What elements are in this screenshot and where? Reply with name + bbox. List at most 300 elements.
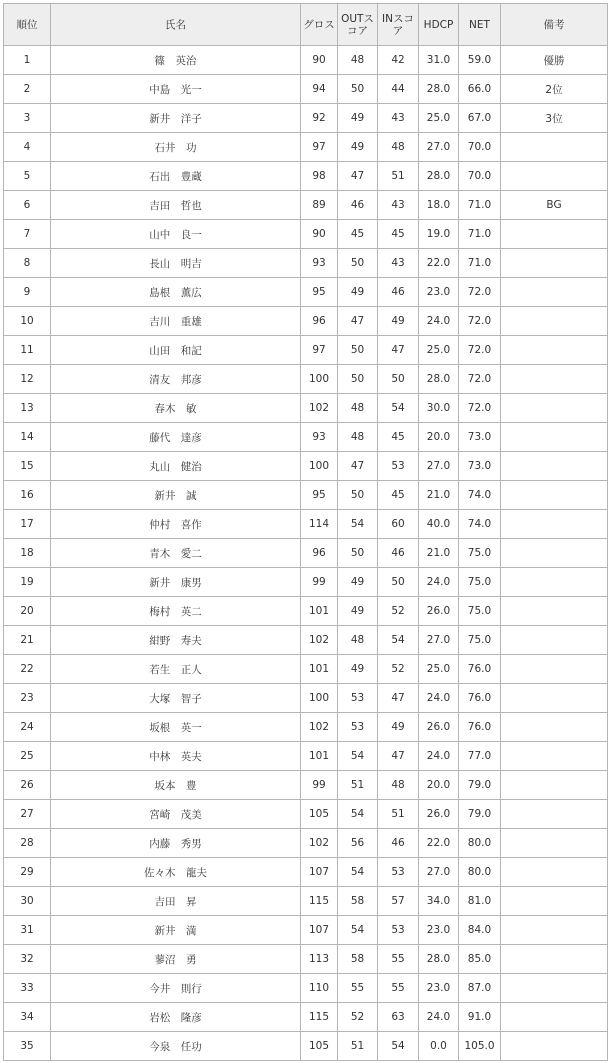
cell-name: 坂根 英一 [51,713,301,742]
cell-out-score: 50 [338,75,378,104]
cell-rank: 14 [4,423,51,452]
cell-rank: 6 [4,191,51,220]
cell-note [501,162,608,191]
cell-net: 72.0 [459,336,501,365]
cell-name: 新井 誠 [51,481,301,510]
cell-gross: 96 [301,539,338,568]
cell-hdcp: 28.0 [419,75,459,104]
cell-note: 3位 [501,104,608,133]
cell-rank: 25 [4,742,51,771]
cell-note [501,626,608,655]
cell-note [501,249,608,278]
table-row [4,104,608,133]
cell-in-score: 48 [378,771,419,800]
cell-name: 丸山 健治 [51,452,301,481]
cell-out-score: 54 [338,510,378,539]
cell-out-score: 54 [338,858,378,887]
cell-in-score: 51 [378,800,419,829]
cell-rank: 22 [4,655,51,684]
cell-net: 72.0 [459,278,501,307]
cell-out-score: 51 [338,1032,378,1061]
cell-name: 吉田 哲也 [51,191,301,220]
cell-in-score: 54 [378,626,419,655]
cell-rank: 10 [4,307,51,336]
table-row [4,1003,608,1032]
cell-in-score: 43 [378,191,419,220]
cell-rank: 24 [4,713,51,742]
cell-in-score: 54 [378,1032,419,1061]
cell-note [501,800,608,829]
cell-rank: 13 [4,394,51,423]
cell-gross: 113 [301,945,338,974]
cell-out-score: 47 [338,452,378,481]
cell-in-score: 60 [378,510,419,539]
header-rank: 順位 [4,4,51,46]
header-out-score: OUTスコア [338,4,378,46]
cell-out-score: 49 [338,133,378,162]
header-hdcp: HDCP [419,4,459,46]
cell-out-score: 50 [338,539,378,568]
header-note: 備考 [501,4,608,46]
table-row [4,481,608,510]
cell-out-score: 49 [338,568,378,597]
cell-note [501,916,608,945]
cell-name: 中林 英夫 [51,742,301,771]
cell-gross: 100 [301,684,338,713]
cell-hdcp: 22.0 [419,829,459,858]
cell-name: 青木 愛二 [51,539,301,568]
cell-out-score: 58 [338,887,378,916]
cell-in-score: 47 [378,684,419,713]
cell-note [501,742,608,771]
cell-note [501,452,608,481]
cell-rank: 18 [4,539,51,568]
cell-out-score: 48 [338,46,378,75]
cell-name: 紺野 寿夫 [51,626,301,655]
cell-net: 67.0 [459,104,501,133]
cell-name: 藤代 達彦 [51,423,301,452]
cell-note [501,829,608,858]
table-row [4,771,608,800]
cell-name: 石井 功 [51,133,301,162]
cell-net: 72.0 [459,394,501,423]
cell-net: 87.0 [459,974,501,1003]
cell-gross: 93 [301,249,338,278]
cell-in-score: 50 [378,568,419,597]
cell-hdcp: 21.0 [419,539,459,568]
cell-note [501,568,608,597]
cell-name: 蓼沼 勇 [51,945,301,974]
cell-out-score: 49 [338,597,378,626]
cell-out-score: 49 [338,104,378,133]
cell-gross: 101 [301,742,338,771]
cell-gross: 115 [301,1003,338,1032]
cell-gross: 105 [301,1032,338,1061]
cell-gross: 102 [301,829,338,858]
cell-hdcp: 25.0 [419,104,459,133]
cell-rank: 8 [4,249,51,278]
cell-rank: 30 [4,887,51,916]
cell-note [501,539,608,568]
cell-rank: 20 [4,597,51,626]
cell-in-score: 43 [378,249,419,278]
cell-in-score: 46 [378,829,419,858]
cell-gross: 97 [301,133,338,162]
table-row [4,249,608,278]
cell-gross: 95 [301,278,338,307]
cell-in-score: 55 [378,945,419,974]
cell-net: 71.0 [459,191,501,220]
cell-rank: 5 [4,162,51,191]
cell-net: 79.0 [459,800,501,829]
cell-rank: 32 [4,945,51,974]
cell-in-score: 63 [378,1003,419,1032]
cell-in-score: 49 [378,713,419,742]
cell-gross: 101 [301,655,338,684]
cell-net: 71.0 [459,249,501,278]
cell-out-score: 50 [338,336,378,365]
cell-hdcp: 0.0 [419,1032,459,1061]
cell-name: 篠 英治 [51,46,301,75]
cell-out-score: 54 [338,742,378,771]
cell-out-score: 56 [338,829,378,858]
cell-name: 吉川 重雄 [51,307,301,336]
cell-net: 75.0 [459,539,501,568]
cell-gross: 102 [301,713,338,742]
cell-note: BG [501,191,608,220]
cell-name: 梅村 英二 [51,597,301,626]
cell-name: 石出 豊蔵 [51,162,301,191]
cell-out-score: 45 [338,220,378,249]
table-row [4,945,608,974]
table-row [4,1032,608,1061]
cell-hdcp: 21.0 [419,481,459,510]
cell-net: 84.0 [459,916,501,945]
results-table [3,3,608,1061]
cell-in-score: 51 [378,162,419,191]
table-row [4,626,608,655]
cell-gross: 93 [301,423,338,452]
cell-gross: 115 [301,887,338,916]
cell-net: 77.0 [459,742,501,771]
cell-gross: 114 [301,510,338,539]
cell-net: 105.0 [459,1032,501,1061]
cell-note [501,713,608,742]
cell-hdcp: 23.0 [419,278,459,307]
table-row [4,887,608,916]
cell-name: 若生 正人 [51,655,301,684]
cell-in-score: 44 [378,75,419,104]
cell-rank: 3 [4,104,51,133]
cell-note [501,945,608,974]
cell-net: 59.0 [459,46,501,75]
cell-name: 長山 明吉 [51,249,301,278]
cell-hdcp: 26.0 [419,597,459,626]
cell-gross: 97 [301,336,338,365]
cell-name: 大塚 智子 [51,684,301,713]
cell-in-score: 46 [378,278,419,307]
cell-rank: 17 [4,510,51,539]
cell-out-score: 53 [338,684,378,713]
table-row [4,829,608,858]
cell-rank: 1 [4,46,51,75]
cell-net: 72.0 [459,365,501,394]
cell-in-score: 43 [378,104,419,133]
cell-note [501,133,608,162]
cell-note [501,684,608,713]
cell-out-score: 48 [338,423,378,452]
cell-name: 岩松 隆彦 [51,1003,301,1032]
cell-net: 79.0 [459,771,501,800]
cell-hdcp: 20.0 [419,423,459,452]
cell-name: 新井 洋子 [51,104,301,133]
cell-net: 75.0 [459,568,501,597]
cell-net: 74.0 [459,481,501,510]
cell-rank: 15 [4,452,51,481]
cell-hdcp: 27.0 [419,133,459,162]
cell-out-score: 53 [338,713,378,742]
table-row [4,655,608,684]
cell-hdcp: 30.0 [419,394,459,423]
table-row [4,974,608,1003]
cell-name: 吉田 昇 [51,887,301,916]
table-row [4,278,608,307]
cell-name: 坂本 豊 [51,771,301,800]
cell-name: 清友 邦彦 [51,365,301,394]
table-row [4,800,608,829]
cell-hdcp: 27.0 [419,626,459,655]
table-row [4,336,608,365]
cell-gross: 107 [301,858,338,887]
cell-in-score: 53 [378,916,419,945]
cell-note [501,655,608,684]
cell-name: 春木 敏 [51,394,301,423]
cell-hdcp: 28.0 [419,162,459,191]
cell-name: 島根 薫広 [51,278,301,307]
cell-name: 今井 則行 [51,974,301,1003]
cell-note [501,858,608,887]
table-row [4,713,608,742]
cell-note [501,220,608,249]
cell-hdcp: 23.0 [419,974,459,1003]
cell-name: 宮崎 茂美 [51,800,301,829]
cell-rank: 28 [4,829,51,858]
cell-note [501,423,608,452]
cell-hdcp: 40.0 [419,510,459,539]
cell-name: 内藤 秀男 [51,829,301,858]
cell-out-score: 54 [338,916,378,945]
cell-out-score: 50 [338,481,378,510]
cell-in-score: 45 [378,481,419,510]
cell-out-score: 50 [338,249,378,278]
cell-rank: 4 [4,133,51,162]
cell-rank: 16 [4,481,51,510]
cell-in-score: 50 [378,365,419,394]
table-row [4,220,608,249]
header-net: NET [459,4,501,46]
cell-in-score: 54 [378,394,419,423]
table-row [4,191,608,220]
header-name: 氏名 [51,4,301,46]
cell-out-score: 55 [338,974,378,1003]
cell-name: 山田 和記 [51,336,301,365]
cell-net: 76.0 [459,684,501,713]
cell-name: 山中 良一 [51,220,301,249]
cell-gross: 102 [301,394,338,423]
cell-gross: 107 [301,916,338,945]
cell-gross: 105 [301,800,338,829]
cell-note [501,307,608,336]
cell-in-score: 45 [378,423,419,452]
cell-note [501,1032,608,1061]
cell-rank: 23 [4,684,51,713]
table-row [4,307,608,336]
cell-rank: 26 [4,771,51,800]
cell-hdcp: 24.0 [419,1003,459,1032]
cell-out-score: 52 [338,1003,378,1032]
cell-note [501,771,608,800]
cell-in-score: 52 [378,597,419,626]
cell-rank: 31 [4,916,51,945]
cell-hdcp: 25.0 [419,655,459,684]
cell-gross: 100 [301,365,338,394]
cell-in-score: 48 [378,133,419,162]
cell-gross: 99 [301,771,338,800]
cell-name: 新井 満 [51,916,301,945]
cell-net: 76.0 [459,655,501,684]
cell-out-score: 47 [338,307,378,336]
cell-net: 71.0 [459,220,501,249]
cell-note [501,278,608,307]
cell-hdcp: 27.0 [419,858,459,887]
cell-net: 70.0 [459,133,501,162]
cell-rank: 33 [4,974,51,1003]
table-row [4,162,608,191]
cell-rank: 11 [4,336,51,365]
header-row [4,4,608,46]
cell-hdcp: 24.0 [419,568,459,597]
cell-net: 80.0 [459,858,501,887]
cell-hdcp: 19.0 [419,220,459,249]
cell-out-score: 48 [338,626,378,655]
table-row [4,916,608,945]
cell-gross: 96 [301,307,338,336]
cell-in-score: 49 [378,307,419,336]
cell-in-score: 46 [378,539,419,568]
cell-out-score: 48 [338,394,378,423]
cell-hdcp: 26.0 [419,800,459,829]
cell-net: 66.0 [459,75,501,104]
cell-gross: 90 [301,220,338,249]
cell-hdcp: 25.0 [419,336,459,365]
cell-gross: 100 [301,452,338,481]
table-row [4,365,608,394]
cell-net: 76.0 [459,713,501,742]
cell-name: 中島 光一 [51,75,301,104]
cell-hdcp: 31.0 [419,46,459,75]
cell-gross: 101 [301,597,338,626]
cell-gross: 95 [301,481,338,510]
cell-in-score: 47 [378,742,419,771]
cell-hdcp: 28.0 [419,945,459,974]
cell-in-score: 57 [378,887,419,916]
cell-name: 佐々木 龍夫 [51,858,301,887]
cell-rank: 9 [4,278,51,307]
cell-rank: 34 [4,1003,51,1032]
cell-in-score: 53 [378,858,419,887]
table-row [4,452,608,481]
cell-out-score: 54 [338,800,378,829]
cell-rank: 12 [4,365,51,394]
cell-net: 74.0 [459,510,501,539]
cell-rank: 35 [4,1032,51,1061]
cell-out-score: 49 [338,655,378,684]
table-row [4,423,608,452]
cell-hdcp: 26.0 [419,713,459,742]
cell-gross: 110 [301,974,338,1003]
cell-name: 新井 康男 [51,568,301,597]
cell-out-score: 46 [338,191,378,220]
cell-hdcp: 22.0 [419,249,459,278]
cell-net: 91.0 [459,1003,501,1032]
table-row [4,46,608,75]
cell-hdcp: 24.0 [419,307,459,336]
cell-in-score: 47 [378,336,419,365]
cell-out-score: 50 [338,365,378,394]
cell-out-score: 51 [338,771,378,800]
cell-gross: 98 [301,162,338,191]
cell-note [501,974,608,1003]
cell-net: 73.0 [459,423,501,452]
cell-hdcp: 28.0 [419,365,459,394]
cell-note [501,1003,608,1032]
cell-rank: 7 [4,220,51,249]
cell-net: 72.0 [459,307,501,336]
cell-note [501,597,608,626]
cell-in-score: 55 [378,974,419,1003]
cell-gross: 92 [301,104,338,133]
cell-note [501,365,608,394]
cell-note: 優勝 [501,46,608,75]
cell-note [501,510,608,539]
cell-rank: 19 [4,568,51,597]
table-row [4,742,608,771]
cell-out-score: 49 [338,278,378,307]
table-row [4,539,608,568]
cell-net: 81.0 [459,887,501,916]
table-row [4,510,608,539]
table-row [4,684,608,713]
cell-gross: 90 [301,46,338,75]
cell-in-score: 42 [378,46,419,75]
cell-hdcp: 20.0 [419,771,459,800]
table-row [4,133,608,162]
cell-hdcp: 34.0 [419,887,459,916]
cell-in-score: 52 [378,655,419,684]
cell-rank: 29 [4,858,51,887]
header-in-score: INスコア [378,4,419,46]
cell-net: 85.0 [459,945,501,974]
cell-net: 73.0 [459,452,501,481]
cell-rank: 2 [4,75,51,104]
table-row [4,597,608,626]
cell-hdcp: 23.0 [419,916,459,945]
cell-net: 70.0 [459,162,501,191]
cell-note [501,336,608,365]
cell-name: 今泉 任功 [51,1032,301,1061]
cell-in-score: 45 [378,220,419,249]
header-gross: グロス [301,4,338,46]
